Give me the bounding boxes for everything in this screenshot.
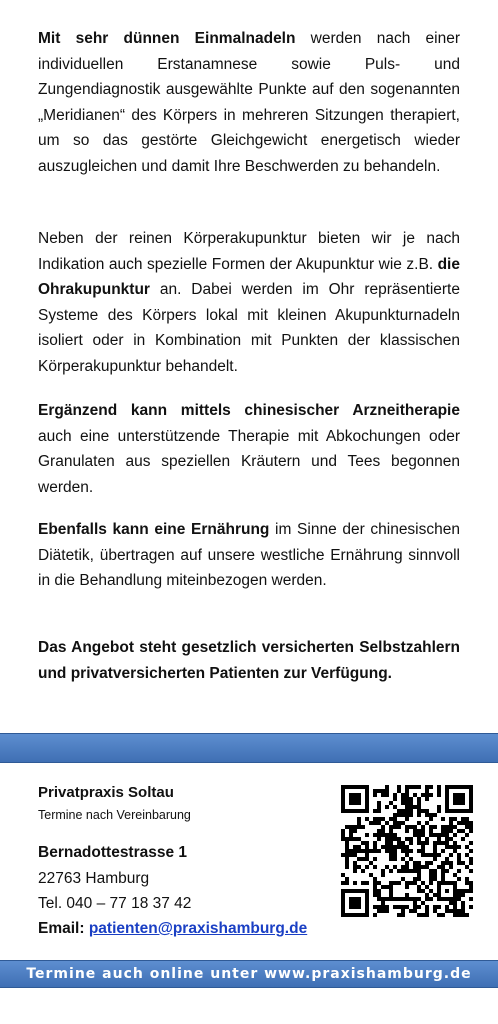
paragraph-lead: Ergänzend kann mittels chinesischer Arzneitherapie bbox=[38, 402, 460, 419]
paragraph-text: Neben der reinen Körperakupunktur bieten wir je nach Indikation auch spezielle Formen der Akupunktur wie z.B. bbox=[38, 230, 460, 273]
paragraph-herbal-therapy bbox=[38, 398, 460, 500]
divider-band bbox=[0, 733, 498, 763]
email-label: Email: bbox=[38, 920, 89, 937]
email-line bbox=[38, 920, 307, 938]
paragraph-text: an. Dabei werden im Ohr repräsentierte Systeme des Körpers lokal mit kleinen Akupunkturnadeln isoliert oder in Kombination mit Punkten der klassischen Körperakupunktur behandelt. bbox=[38, 281, 460, 375]
paragraph-emphasis: die Ohrakupunktur bbox=[38, 255, 460, 299]
hours-note: Termine nach Vereinbarung bbox=[38, 808, 191, 822]
paragraph-ear-acupuncture bbox=[38, 226, 460, 380]
paragraph-text: auch eine unterstützende Therapie mit Abkochungen oder Granulaten aus speziellen Kräutern und Tees begonnen werden. bbox=[38, 427, 460, 496]
phone-number: Tel. 040 – 77 18 37 42 bbox=[38, 895, 192, 912]
online-booking-band bbox=[0, 960, 498, 988]
practice-name: Privatpraxis Soltau bbox=[38, 784, 174, 801]
paragraph-lead: Ebenfalls kann eine Ernährung bbox=[38, 521, 270, 538]
paragraph-nutrition bbox=[38, 517, 460, 594]
paragraph-text: im Sinne der chinesischen Diätetik, übertragen auf unsere westliche Ernährung sinnvoll in die Behandlung miteinbezogen werden. bbox=[38, 521, 460, 590]
paragraph-acupuncture-needles bbox=[38, 26, 460, 180]
qr-code-icon bbox=[341, 785, 473, 917]
address-city: 22763 Hamburg bbox=[38, 870, 150, 887]
online-booking-note: Termine auch online unter www.praxishamburg.de bbox=[26, 966, 472, 982]
paragraph-text: werden nach einer individuellen Erstanamnese sowie Puls- und Zungendiagnostik ausgewählte Punkte auf den sogenannten „Meridianen“ des Körpers in mehreren Sitzungen therapiert, um so das gestörte Gleichgewicht energetisch wieder auszugleichen und damit Ihre Beschwerden zu behandeln. bbox=[38, 30, 460, 175]
email-link[interactable]: patienten@praxishamburg.de bbox=[88, 920, 308, 937]
paragraph-lead: Mit sehr dünnen Einmalnadeln bbox=[38, 30, 296, 47]
paragraph-offer-note: Das Angebot steht gesetzlich versicherten Selbstzahlern und privatversicherten Patienten zur Verfügung. bbox=[38, 639, 460, 682]
address-street: Bernadottestrasse 1 bbox=[38, 844, 188, 861]
